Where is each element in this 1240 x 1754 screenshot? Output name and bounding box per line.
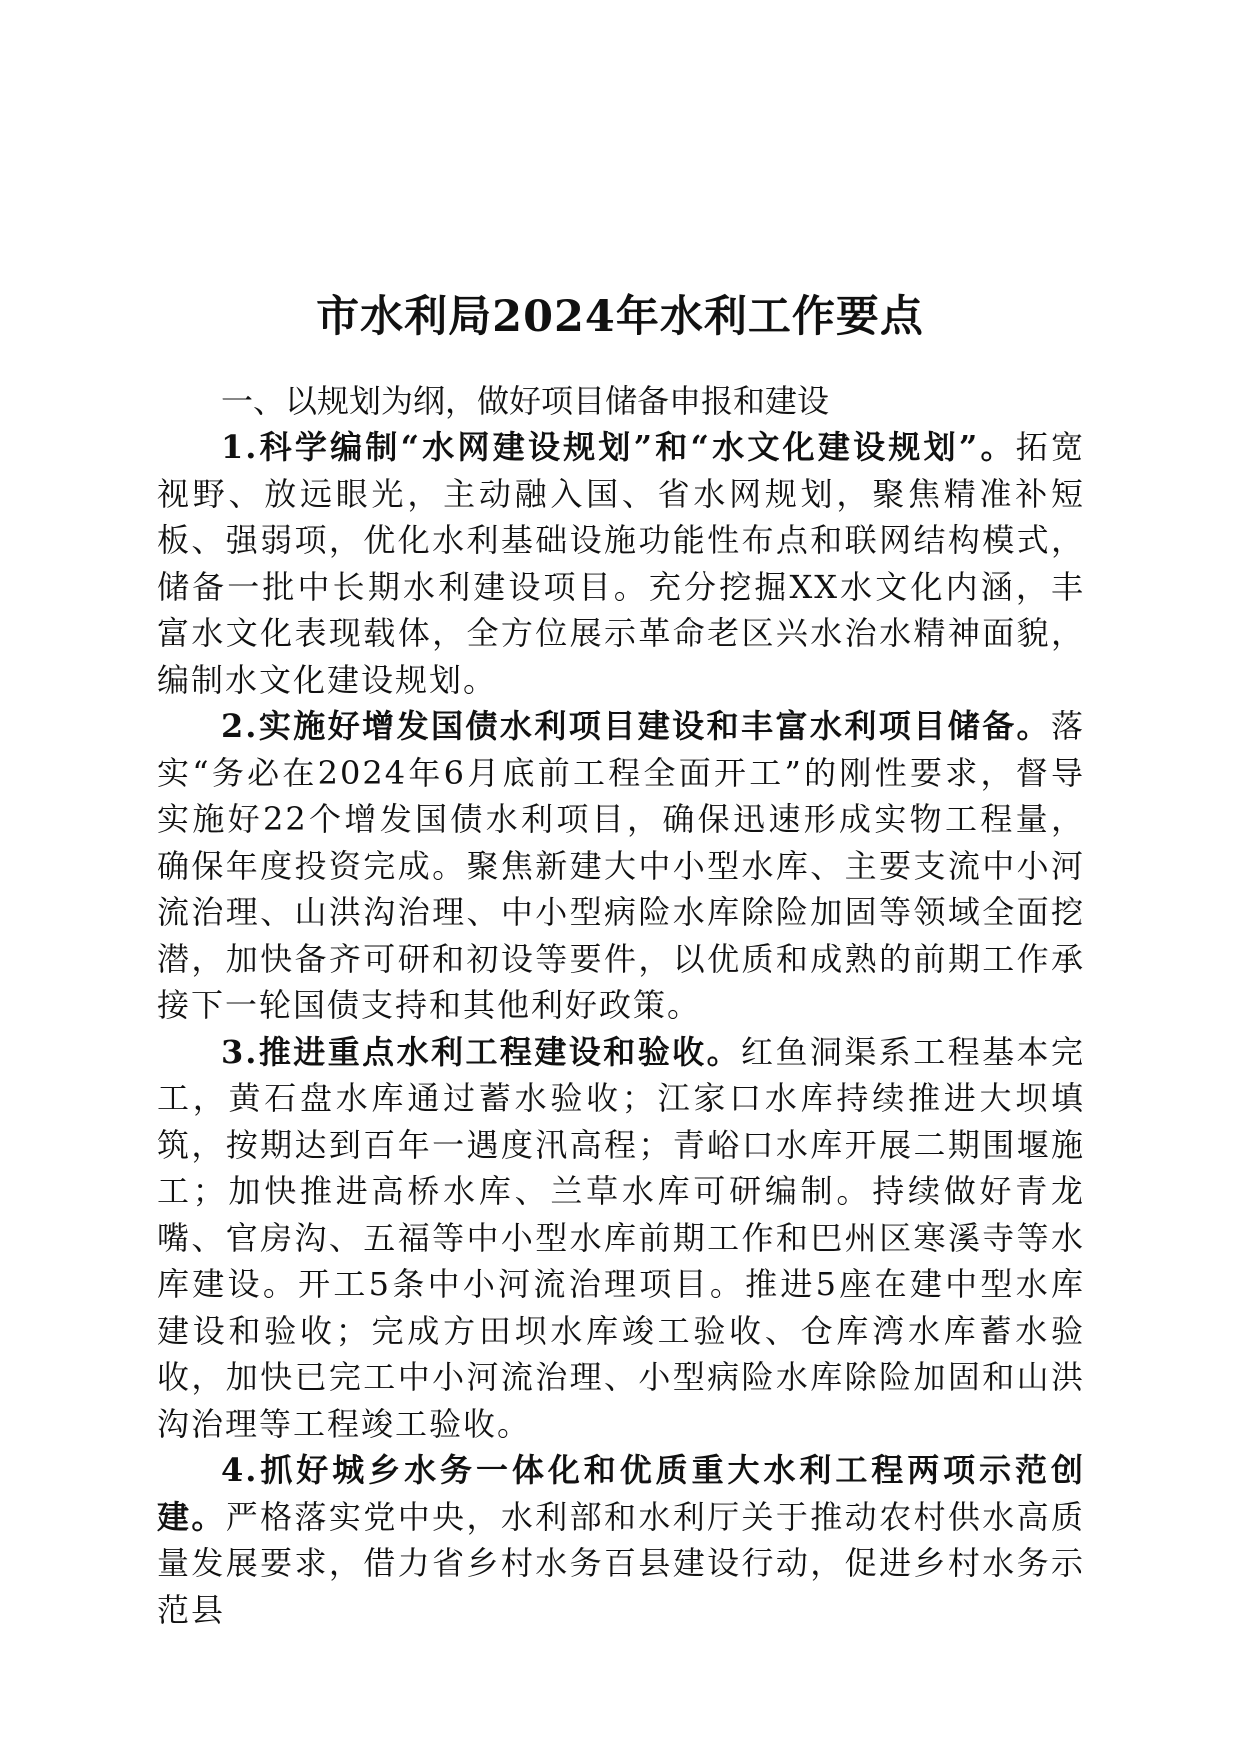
paragraph-lead: 4.抓好城乡水务一体化和优质重大水利工程两项示范创建。 <box>157 1451 1085 1536</box>
paragraph-lead: 1.科学编制“水网建设规划”和“水文化建设规划”。 <box>221 428 1016 466</box>
paragraph-text: 拓宽视野、放远眼光，主动融入国、省水网规划，聚焦精准补短板、强弱项，优化水利基础设施功能性布点和联网结构模式，储备一批中长期水利建设项目。充分挖掘XX水文化内涵，丰富水文化表现载体，全方位展示革命老区兴水治水精神面貌，编制水文化建设规划。 <box>157 428 1085 699</box>
section-heading: 一、以规划为纲，做好项目储备申报和建设 <box>221 382 830 420</box>
paragraph-item-3 <box>157 1029 1085 1448</box>
paragraph-item-4 <box>157 1447 1085 1633</box>
paragraph-text: 落实“务必在2024年6月底前工程全面开工”的刚性要求，督导实施好22个增发国债水利项目，确保迅速形成实物工程量，确保年度投资完成。聚焦新建大中小型水库、主要支流中小河流治理、山洪沟治理、中小型病险水库除险加固等领域全面挖潜，加快备齐可研和初设等要件，以优质和成熟的前期工作承接下一轮国债支持和其他利好政策。 <box>157 707 1085 1024</box>
paragraph-text: 严格落实党中央，水利部和水利厅关于推动农村供水高质量发展要求，借力省乡村水务百县建设行动，促进乡村水务示范县 <box>157 1497 1085 1629</box>
document-title: 市水利局2024年水利工作要点 <box>316 291 924 342</box>
paragraph-lead: 3.推进重点水利工程建设和验收。 <box>221 1032 742 1071</box>
paragraph-item-2 <box>157 703 1085 1029</box>
paragraph-item-1 <box>157 424 1085 703</box>
paragraph-lead: 2.实施好增发国债水利项目建设和丰富水利项目储备。 <box>221 707 1051 745</box>
document-body <box>157 378 1085 1633</box>
paragraph-text: 红鱼洞渠系工程基本完工，黄石盘水库通过蓄水验收；江家口水库持续推进大坝填筑，按期达到百年一遇度汛高程；青峪口水库开展二期围堰施工；加快推进高桥水库、兰草水库可研编制。持续做好青龙嘴、官房沟、五福等中小型水库前期工作和巴州区寒溪寺等水库建设。开工5条中小河流治理项目。推进5座在建中型水库建设和验收；完成方田坝水库竣工验收、仓库湾水库蓄水验收，加快已完工中小河流治理、小型病险水库除险加固和山洪沟治理等工程竣工验收。 <box>157 1032 1085 1443</box>
